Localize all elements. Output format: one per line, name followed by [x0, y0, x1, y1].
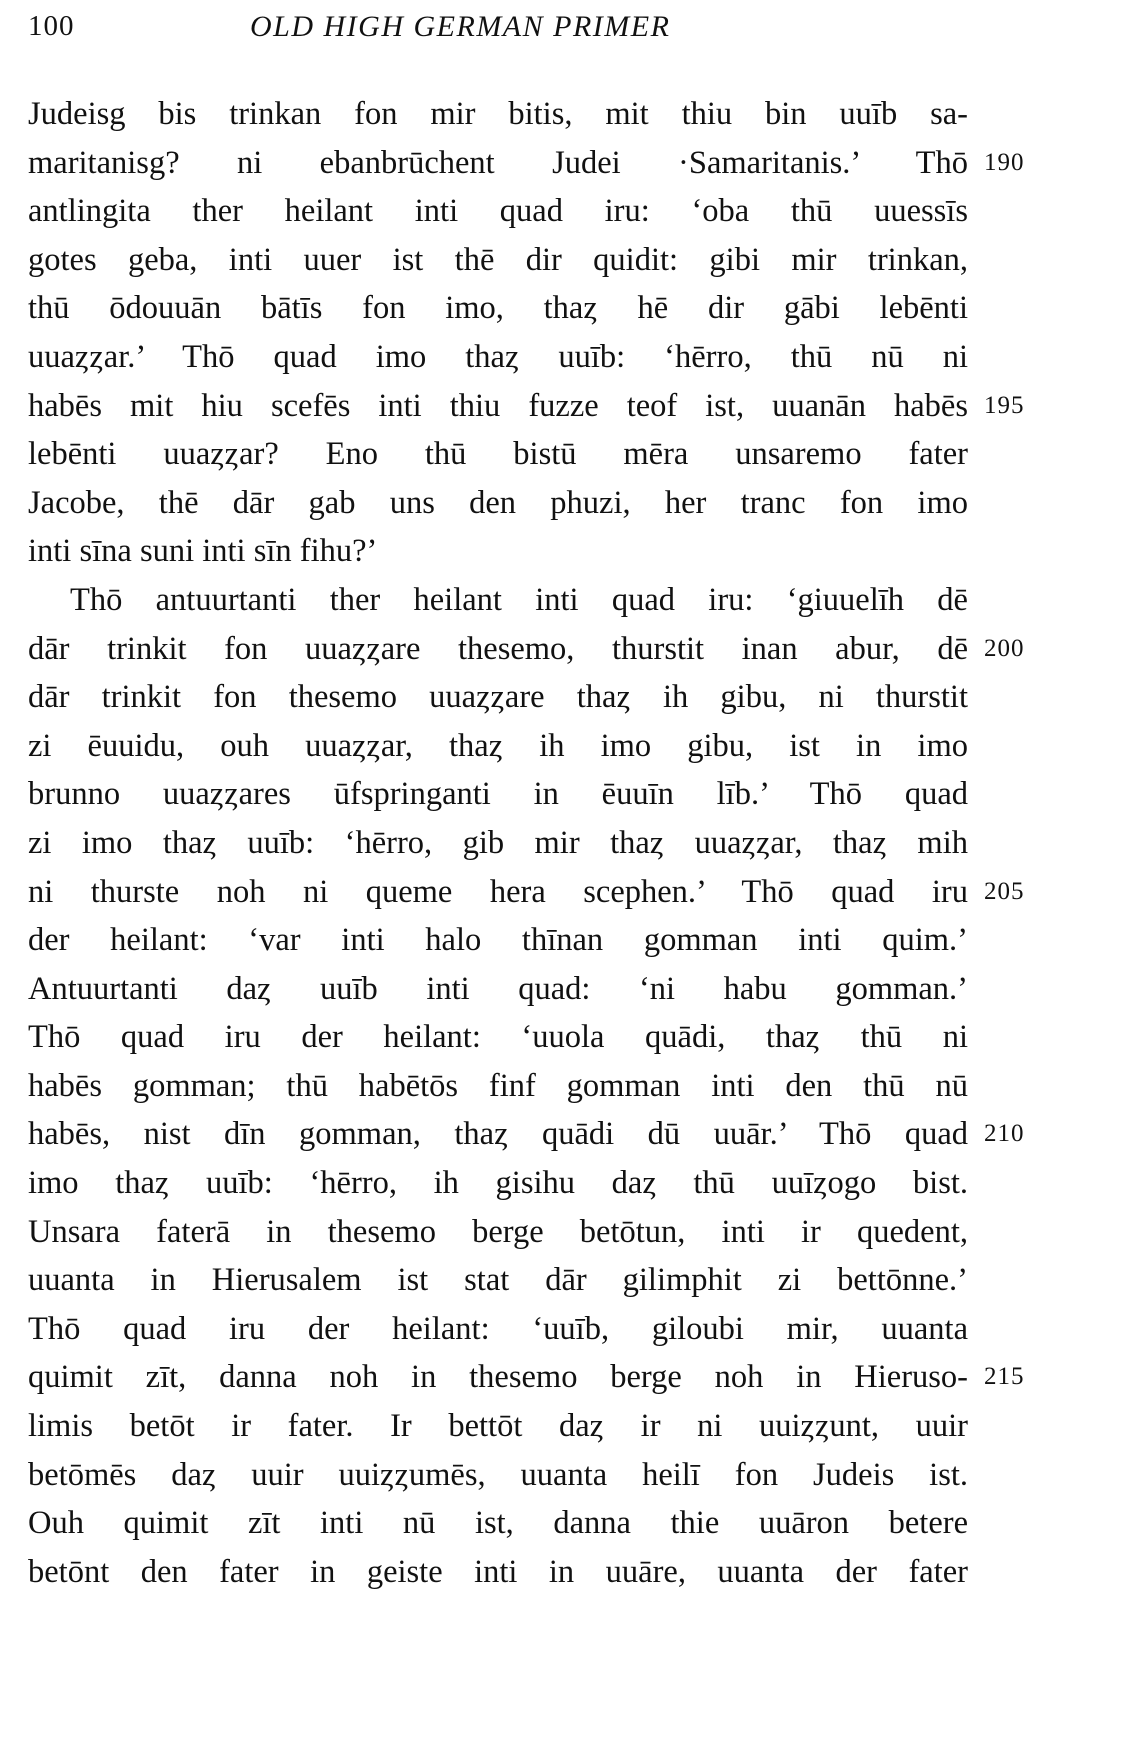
- text-line: [28, 1499, 968, 1548]
- line-number: 210: [984, 1120, 1025, 1148]
- text-line: [28, 722, 968, 771]
- line-text: ni thurste noh ni queme hera scephen.’ Thō quad iru: [28, 873, 968, 910]
- line-text: betōnt den fater in geiste inti in uuāre, uuanta der fater: [28, 1553, 968, 1590]
- text-line: [28, 625, 1025, 674]
- text-line: [28, 673, 968, 722]
- text-line: [28, 382, 1025, 431]
- line-text: betōmēs daȥ uuir uuiȥȥumēs, uuanta heilī fon Judeis ist.: [28, 1456, 968, 1493]
- line-text: Thō quad iru der heilant: ‘uuīb, giloubi mir, uuanta: [28, 1310, 968, 1347]
- text-line-paragraph-start: [28, 576, 968, 625]
- line-text: imo thaȥ uuīb: ‘hērro, ih gisihu daȥ thū uuīȥogo bist.: [28, 1165, 968, 1202]
- line-text: Thō antuurtanti ther heilant inti quad iru: ‘giuuelīh dē: [70, 581, 968, 618]
- line-number: 215: [984, 1363, 1025, 1391]
- line-text: habēs mit hiu scefēs inti thiu fuzze teof ist, uuanān habēs: [28, 387, 968, 424]
- text-line: [28, 333, 968, 382]
- line-text: inti sīna suni inti sīn fihu?’: [28, 533, 378, 570]
- line-text: limis betōt ir fater. Ir bettōt daȥ ir ni uuiȥȥunt, uuir: [28, 1408, 968, 1445]
- text-line: [28, 479, 968, 528]
- line-text: gotes geba, inti uuer ist thē dir quidit: gibi mir trinkan,: [28, 241, 968, 278]
- text-line: [28, 1305, 968, 1354]
- line-text: maritanisg? ni ebanbrūchent Judei ·Samaritanis.’ Thō: [28, 144, 968, 181]
- line-text: habēs gomman; thū habētōs finf gomman inti den thū nū: [28, 1067, 968, 1104]
- line-text: dār trinkit fon thesemo uuaȥȥare thaȥ ih gibu, ni thurstit: [28, 679, 968, 716]
- line-text: habēs, nist dīn gomman, thaȥ quādi dū uuār.’ Thō quad: [28, 1116, 968, 1153]
- text-line-paragraph-end: [28, 527, 968, 576]
- line-text: Thō quad iru der heilant: ‘uuola quādi, thaȥ thū ni: [28, 1019, 968, 1056]
- text-line: [28, 916, 968, 965]
- body-text: [28, 90, 1025, 1596]
- line-text: antlingita ther heilant inti quad iru: ‘oba thū uuessīs: [28, 193, 968, 230]
- line-text: Ouh quimit zīt inti nū ist, danna thie uuāron betere: [28, 1505, 968, 1542]
- text-line: [28, 819, 968, 868]
- line-text: lebēnti uuaȥȥar? Eno thū bistū mēra unsaremo fater: [28, 436, 968, 473]
- line-text: der heilant: ‘var inti halo thīnan gomman inti quim.’: [28, 922, 968, 959]
- line-text: thū ōdouuān bātīs fon imo, thaȥ hē dir gābi lebēnti: [28, 290, 968, 327]
- text-line: [28, 965, 968, 1014]
- line-text: uuaȥȥar.’ Thō quad imo thaȥ uuīb: ‘hērro, thū nū ni: [28, 338, 968, 375]
- text-line: [28, 139, 1025, 188]
- line-number: 195: [984, 391, 1025, 419]
- line-text: Jacobe, thē dār gab uns den phuzi, her tranc fon imo: [28, 484, 968, 521]
- line-text: Unsara faterā in thesemo berge betōtun, inti ir quedent,: [28, 1213, 968, 1250]
- text-line: [28, 1353, 1025, 1402]
- text-line: [28, 1402, 968, 1451]
- text-line: [28, 236, 968, 285]
- text-line: [28, 1013, 968, 1062]
- line-text: brunno uuaȥȥares ūfspringanti in ēuuīn līb.’ Thō quad: [28, 776, 968, 813]
- running-title: OLD HIGH GERMAN PRIMER: [250, 10, 671, 43]
- text-line: [28, 430, 968, 479]
- line-text: uuanta in Hierusalem ist stat dār gilimphit zi bettōnne.’: [28, 1262, 968, 1299]
- line-text: dār trinkit fon uuaȥȥare thesemo, thurstit inan abur, dē: [28, 630, 968, 667]
- text-line: [28, 1451, 968, 1500]
- line-text: Judeisg bis trinkan fon mir bitis, mit thiu bin uuīb sa-: [28, 96, 968, 132]
- line-text: zi ēuuidu, ouh uuaȥȥar, thaȥ ih imo gibu, ist in imo: [28, 727, 968, 764]
- text-line: [28, 1159, 968, 1208]
- text-line: [28, 770, 968, 819]
- text-line: [28, 187, 968, 236]
- text-line: [28, 1062, 968, 1111]
- line-text: Antuurtanti daȥ uuīb inti quad: ‘ni habu gomman.’: [28, 970, 968, 1007]
- text-line: [28, 1110, 1025, 1159]
- text-line: [28, 1256, 968, 1305]
- text-line: [28, 1208, 968, 1257]
- text-line: [28, 868, 1025, 917]
- text-line: [28, 284, 968, 333]
- text-line: [28, 1548, 968, 1597]
- text-line: [28, 90, 968, 139]
- line-number: 205: [984, 877, 1025, 905]
- line-number: 200: [984, 634, 1025, 662]
- line-text: quimit zīt, danna noh in thesemo berge noh in Hieruso-: [28, 1359, 968, 1396]
- line-text: zi imo thaȥ uuīb: ‘hērro, gib mir thaȥ uuaȥȥar, thaȥ mih: [28, 824, 968, 861]
- page-number: 100: [28, 10, 75, 42]
- line-number: 190: [984, 148, 1025, 176]
